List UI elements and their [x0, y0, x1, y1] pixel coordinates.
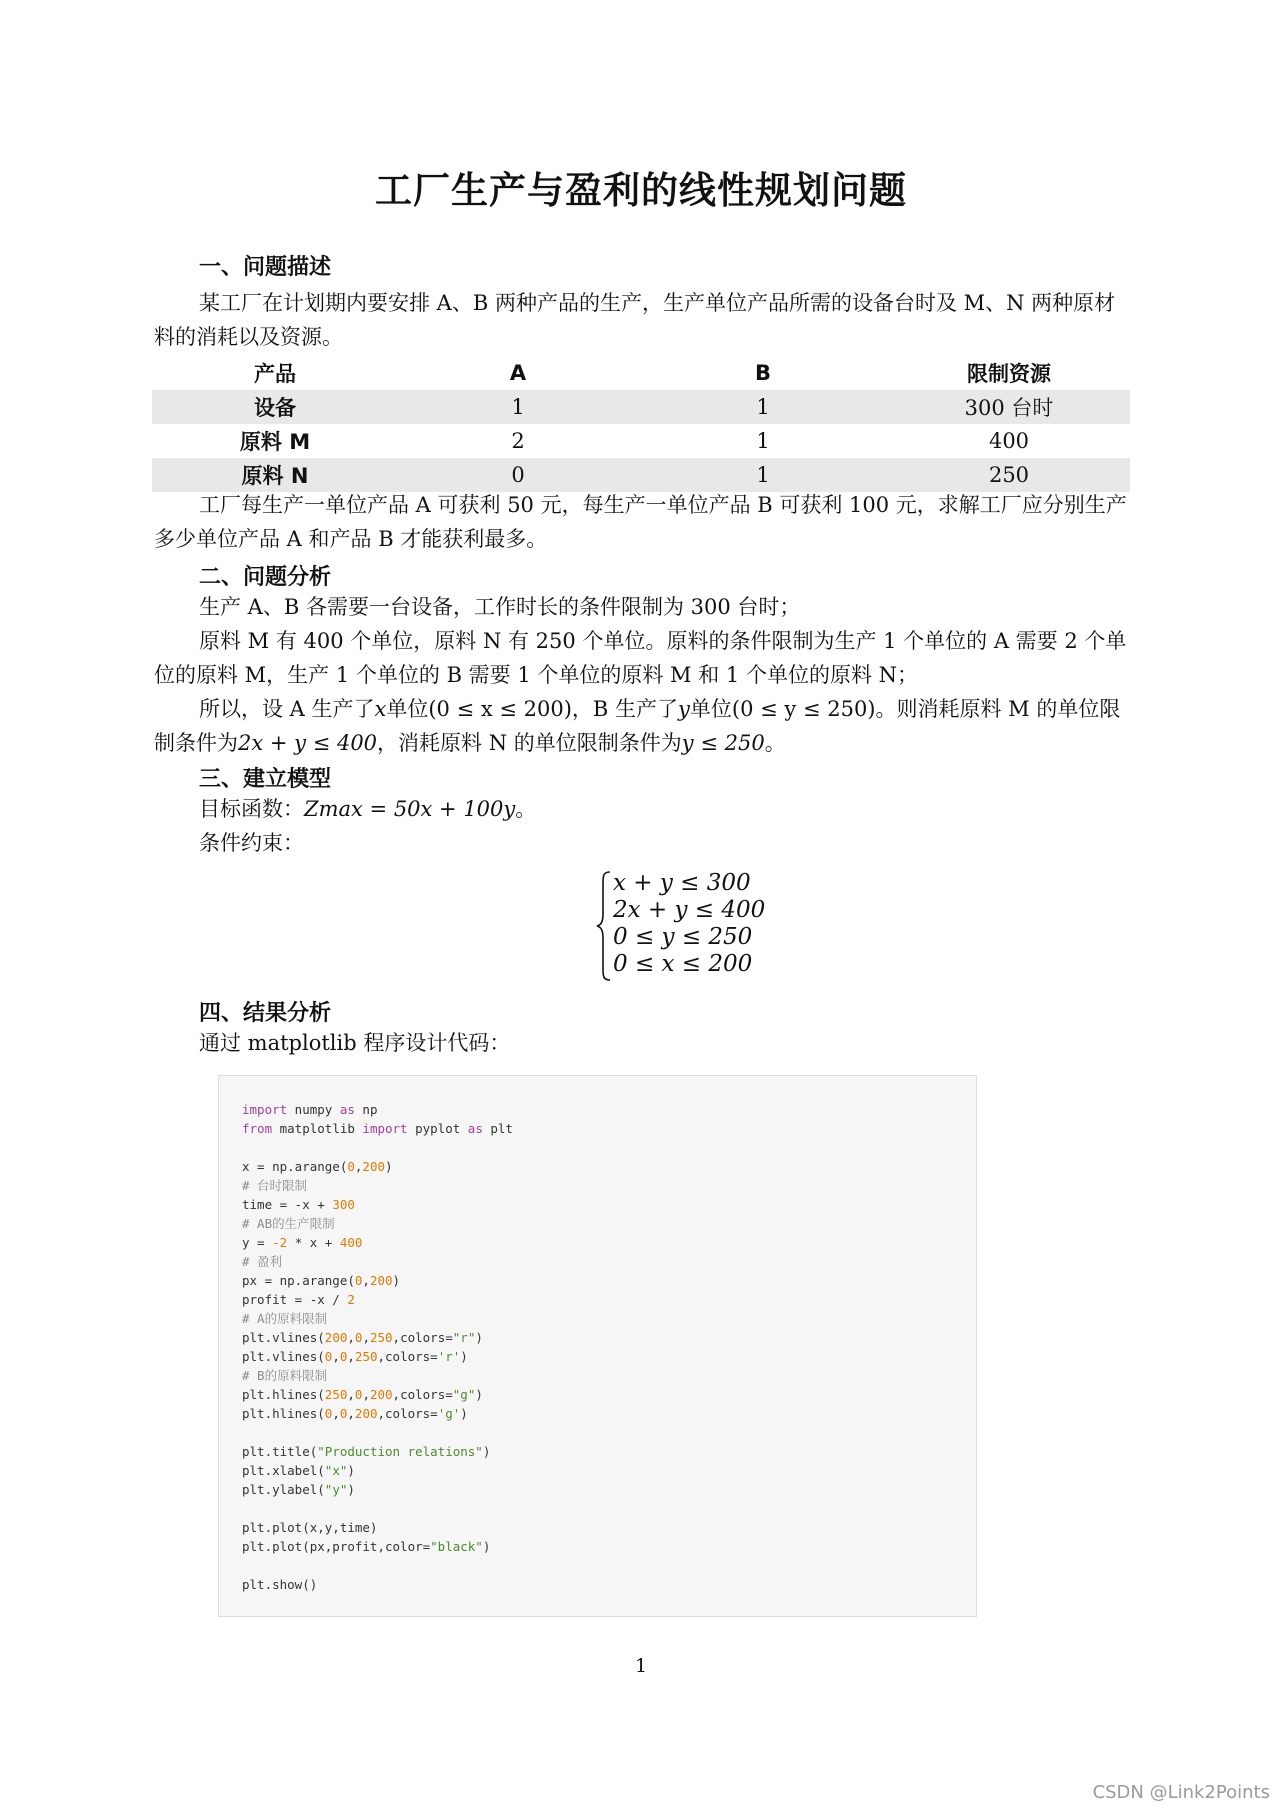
- constraint-label: 条件约束：: [199, 831, 304, 855]
- section-heading-2: 二、问题分析: [199, 565, 332, 590]
- page-title: 工厂生产与盈利的线性规划问题: [375, 169, 907, 212]
- objective-end: 。: [515, 797, 537, 821]
- objective-label: 目标函数：: [199, 797, 304, 821]
- table-cell: 1: [638, 390, 888, 424]
- table-cell: 300 台时: [888, 390, 1130, 424]
- section-heading-3: 三、建立模型: [199, 767, 332, 792]
- table-row-label: 原料 M: [239, 430, 311, 454]
- constraint-system: [595, 870, 775, 982]
- table-row: [152, 390, 1130, 424]
- constraint-m: 2x + y ≤ 400: [238, 731, 378, 755]
- table-row: [152, 458, 1130, 492]
- paragraph-text-e: 。: [764, 731, 786, 755]
- var-y: y: [678, 697, 690, 721]
- table-header-row: [152, 356, 1130, 390]
- constraint-equation: 0 ≤ y ≤ 250: [613, 924, 753, 950]
- table-cell: 1: [756, 429, 770, 453]
- table-row-label: 设备: [152, 390, 398, 424]
- objective-expression: Zmax = 50x + 100y: [304, 797, 516, 821]
- table-cell: 400: [988, 429, 1030, 453]
- table-cell: 1: [398, 390, 638, 424]
- paragraph-equipment: 生产 A、B 各需要一台设备，工作时长的条件限制为 300 台时；: [199, 595, 801, 619]
- paragraph-text-a: 所以，设 A 生产了: [199, 697, 375, 721]
- left-brace-icon: [595, 870, 613, 982]
- table-header-cell: A: [509, 361, 527, 385]
- paragraph-problem: [154, 286, 1130, 354]
- constraint-equation: 2x + y ≤ 400: [613, 897, 766, 923]
- section-heading-4: 四、结果分析: [199, 1001, 332, 1026]
- paragraph-text: 工厂每生产一单位产品 A 可获利 50 元，每生产一单位产品 B 可获利 100 元，求解工厂应分别生产多少单位产品 A 和产品 B 才能获利最多。: [154, 493, 1127, 551]
- section-heading-1: 一、问题描述: [199, 255, 332, 280]
- paragraph-text-c: 单位(0 ≤ y ≤ 250)。则消耗原料 M 的单位限制条件为: [154, 697, 1121, 755]
- table-cell: 250: [888, 458, 1130, 492]
- paragraph-variables: [154, 692, 1130, 760]
- constraint-equations: [613, 870, 765, 978]
- paragraph-text: 原料 M 有 400 个单位，原料 N 有 250 个单位。原料的条件限制为生产 1 个单位的 A 需要 2 个单位的原料 M，生产 1 个单位的 B 需要 1 个单位的原料 M 和 1 个单位的原料 N；: [154, 629, 1127, 687]
- table-cell: 2: [511, 429, 525, 453]
- table-cell: 1: [638, 458, 888, 492]
- paragraph-text-b: 单位(0 ≤ x ≤ 200)，B 生产了: [386, 697, 679, 721]
- objective-line: [199, 792, 536, 826]
- code-intro: 通过 matplotlib 程序设计代码：: [199, 1031, 511, 1055]
- paragraph-profit: [154, 488, 1130, 556]
- constraint-equation: 0 ≤ x ≤ 200: [613, 951, 753, 977]
- paragraph-text-d: ，消耗原料 N 的单位限制条件为: [377, 731, 682, 755]
- resource-table: [152, 356, 1130, 492]
- var-x: x: [374, 697, 387, 721]
- constraint-equation: x + y ≤ 300: [613, 870, 751, 896]
- constraint-n: y ≤ 250: [681, 731, 765, 755]
- table-header-cell: 限制资源: [967, 362, 1051, 386]
- paragraph-text: 某工厂在计划期内要安排 A、B 两种产品的生产，生产单位产品所需的设备台时及 M、N 两种原材料的消耗以及资源。: [154, 291, 1116, 349]
- table-header-cell: B: [754, 361, 771, 385]
- table-header-cell: 产品: [254, 362, 296, 386]
- paragraph-materials: [154, 624, 1130, 692]
- code-listing: import numpy as np from matplotlib import pyplot as plt x = np.arange(0,200) # 台时限制 time = -x + 300 # AB的生产限制 y = -2 * x + 400 # 盈利 px = np.arange(0,200) profit = -x / 2 # A的原料限制 plt.vlines(200,0,250,colors="r") plt.vlines(0,0,250,colors='r') # B的原料限制 plt.hlines(250,0,200,colors="g") plt.hlines(0,0,200,colors='g') plt.title("Production relations") plt.xlabel("x") plt.ylabel("y") plt.plot(x,y,time) plt.plot(px,profit,color="black") plt.show(): [242, 1102, 513, 1592]
- page-number: 1: [634, 1655, 648, 1677]
- table-cell: 0: [398, 458, 638, 492]
- table-row: [152, 424, 1130, 458]
- watermark: CSDN @Link2Points: [1092, 1782, 1270, 1803]
- code-block[interactable]: [218, 1075, 977, 1617]
- table-row-label: 原料 N: [152, 458, 398, 492]
